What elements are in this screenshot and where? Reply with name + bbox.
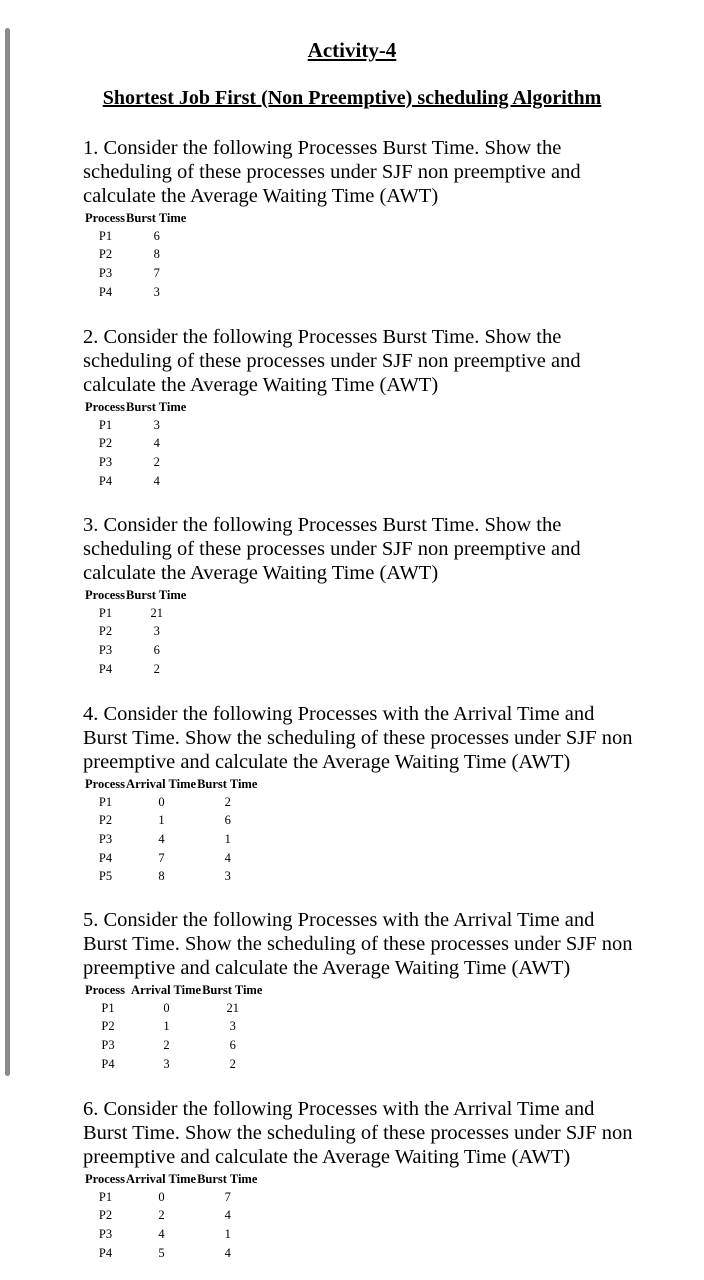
table-row bbox=[85, 867, 258, 886]
column-header: Burst Time bbox=[126, 210, 187, 225]
table-cell: 6 bbox=[153, 228, 160, 243]
question-text: 6. Consider the following Processes with the Arrival Time and Burst Time. Show the scheduling of these processes under SJF non preemptive and calculate the Average Waiting Time (AWT) bbox=[83, 1098, 633, 1168]
table-cell: P1 bbox=[98, 605, 113, 620]
table-cell: 2 bbox=[229, 1056, 236, 1071]
table-cell: 5 bbox=[158, 1245, 165, 1260]
table-cell: 1 bbox=[158, 813, 165, 828]
table-cell: 4 bbox=[224, 1208, 231, 1223]
table-cell: 3 bbox=[153, 284, 160, 299]
table-cell: P2 bbox=[98, 624, 113, 639]
table-cell: 8 bbox=[153, 247, 160, 262]
table-cell: 21 bbox=[150, 605, 163, 620]
table-cell: P2 bbox=[98, 813, 113, 828]
table-cell: 2 bbox=[224, 794, 231, 809]
table-cell: 1 bbox=[224, 831, 231, 846]
table-row bbox=[85, 1055, 263, 1074]
question-text: 5. Consider the following Processes with the Arrival Time and Burst Time. Show the scheduling of these processes under SJF non preemptive and calculate the Average Waiting Time (AWT) bbox=[83, 909, 633, 979]
question-2 bbox=[83, 325, 643, 490]
table-cell: P3 bbox=[98, 265, 113, 280]
table-cell: 6 bbox=[153, 642, 160, 657]
table-row bbox=[85, 641, 187, 660]
table-cell: 4 bbox=[153, 473, 160, 488]
column-header: Burst Time bbox=[197, 776, 258, 791]
table-row bbox=[85, 623, 187, 642]
column-header: Arrival Time bbox=[126, 1171, 197, 1186]
table-cell: P2 bbox=[98, 247, 113, 262]
table-header-row bbox=[85, 586, 187, 604]
table-cell: 7 bbox=[153, 265, 160, 280]
table-cell: 7 bbox=[224, 1189, 231, 1204]
table-cell: P1 bbox=[98, 228, 113, 243]
column-header: Process bbox=[85, 1171, 126, 1186]
table-row bbox=[85, 1225, 258, 1244]
question-5 bbox=[83, 908, 643, 1073]
table-row bbox=[85, 1207, 258, 1226]
table-cell: 8 bbox=[158, 869, 165, 884]
table-cell: P3 bbox=[98, 454, 113, 469]
table-row bbox=[85, 830, 258, 849]
table-row bbox=[85, 1188, 258, 1207]
question-text: 4. Consider the following Processes with the Arrival Time and Burst Time. Show the scheduling of these processes under SJF non preemptive and calculate the Average Waiting Time (AWT) bbox=[83, 703, 633, 773]
scrollbar[interactable] bbox=[5, 28, 10, 1076]
table-row bbox=[85, 999, 263, 1018]
question-1 bbox=[83, 136, 643, 301]
table-cell: P1 bbox=[98, 794, 113, 809]
table-row bbox=[85, 435, 187, 454]
process-table bbox=[85, 775, 258, 886]
column-header: Process bbox=[85, 210, 126, 225]
table-row bbox=[85, 227, 187, 246]
table-cell: P2 bbox=[101, 1019, 115, 1034]
table-cell: P4 bbox=[98, 661, 113, 676]
table-cell: P2 bbox=[98, 436, 113, 451]
process-table bbox=[85, 586, 187, 678]
table-cell: P5 bbox=[98, 869, 113, 884]
table-cell: 0 bbox=[163, 1000, 170, 1015]
column-header: Burst Time bbox=[202, 982, 263, 997]
table-cell: P3 bbox=[98, 1226, 113, 1241]
table-row bbox=[85, 472, 187, 491]
table-cell: 2 bbox=[153, 661, 160, 676]
table-cell: 3 bbox=[153, 624, 160, 639]
table-cell: 1 bbox=[163, 1019, 170, 1034]
table-cell: P4 bbox=[98, 1245, 113, 1260]
table-row bbox=[85, 264, 187, 283]
table-row bbox=[85, 604, 187, 623]
table-cell: 3 bbox=[163, 1056, 170, 1071]
table-cell: P2 bbox=[98, 1208, 113, 1223]
question-text: 3. Consider the following Processes Burst Time. Show the scheduling of these processes under SJF non preemptive and calculate the Average Waiting Time (AWT) bbox=[83, 514, 581, 584]
table-header-row bbox=[85, 981, 263, 999]
table-cell: 4 bbox=[158, 1226, 165, 1241]
process-table bbox=[85, 398, 187, 490]
column-header: Arrival Time bbox=[131, 982, 202, 997]
table-cell: 21 bbox=[226, 1000, 239, 1015]
table-cell: 3 bbox=[224, 869, 231, 884]
table-row bbox=[85, 1036, 263, 1055]
table-cell: 2 bbox=[153, 454, 160, 469]
table-cell: 4 bbox=[224, 850, 231, 865]
column-header: Arrival Time bbox=[126, 776, 197, 791]
table-header-row bbox=[85, 398, 187, 416]
table-cell: P3 bbox=[98, 831, 113, 846]
table-header-row bbox=[85, 1170, 258, 1188]
table-row bbox=[85, 660, 187, 679]
table-cell: 0 bbox=[158, 794, 165, 809]
table-row bbox=[85, 1244, 258, 1263]
table-cell: 4 bbox=[153, 436, 160, 451]
question-text: 2. Consider the following Processes Burst Time. Show the scheduling of these processes under SJF non preemptive and calculate the Average Waiting Time (AWT) bbox=[83, 326, 581, 396]
table-cell: P1 bbox=[101, 1000, 115, 1015]
table-row bbox=[85, 1018, 263, 1037]
table-row bbox=[85, 793, 258, 812]
table-cell: 6 bbox=[224, 813, 231, 828]
table-cell: 7 bbox=[158, 850, 165, 865]
column-header: Burst Time bbox=[126, 587, 187, 602]
column-header: Process bbox=[85, 399, 126, 414]
column-header: Process bbox=[85, 982, 126, 997]
table-cell: P4 bbox=[98, 850, 113, 865]
table-cell: P4 bbox=[101, 1056, 115, 1071]
table-row bbox=[85, 812, 258, 831]
page-title: Activity-4 bbox=[307, 38, 397, 62]
question-text: 1. Consider the following Processes Burst Time. Show the scheduling of these processes under SJF non preemptive and calculate the Average Waiting Time (AWT) bbox=[83, 137, 581, 207]
question-6 bbox=[83, 1097, 643, 1262]
table-cell: P1 bbox=[98, 1189, 113, 1204]
table-cell: 3 bbox=[153, 417, 160, 432]
table-cell: P4 bbox=[98, 284, 113, 299]
table-cell: P3 bbox=[98, 642, 113, 657]
table-row bbox=[85, 849, 258, 868]
table-cell: 1 bbox=[224, 1226, 231, 1241]
process-table bbox=[85, 981, 263, 1073]
table-cell: P1 bbox=[98, 417, 113, 432]
column-header: Burst Time bbox=[197, 1171, 258, 1186]
question-3 bbox=[83, 513, 643, 678]
table-cell: 2 bbox=[163, 1037, 170, 1052]
process-table bbox=[85, 209, 187, 301]
table-row bbox=[85, 283, 187, 302]
column-header: Process bbox=[85, 587, 126, 602]
column-header: Process bbox=[85, 776, 126, 791]
page-subtitle: Shortest Job First (Non Preemptive) scheduling Algorithm bbox=[102, 87, 602, 109]
table-row bbox=[85, 246, 187, 265]
table-cell: 2 bbox=[158, 1208, 165, 1223]
process-table bbox=[85, 1170, 258, 1262]
table-row bbox=[85, 416, 187, 435]
column-header: Burst Time bbox=[126, 399, 187, 414]
table-row bbox=[85, 453, 187, 472]
table-cell: 0 bbox=[158, 1189, 165, 1204]
table-cell: P3 bbox=[101, 1037, 115, 1052]
table-header-row bbox=[85, 775, 258, 793]
table-cell: 6 bbox=[229, 1037, 236, 1052]
table-header-row bbox=[85, 209, 187, 227]
table-cell: 4 bbox=[158, 831, 165, 846]
table-cell: P4 bbox=[98, 473, 113, 488]
table-cell: 4 bbox=[224, 1245, 231, 1260]
question-4 bbox=[83, 702, 643, 886]
table-cell: 3 bbox=[229, 1019, 236, 1034]
